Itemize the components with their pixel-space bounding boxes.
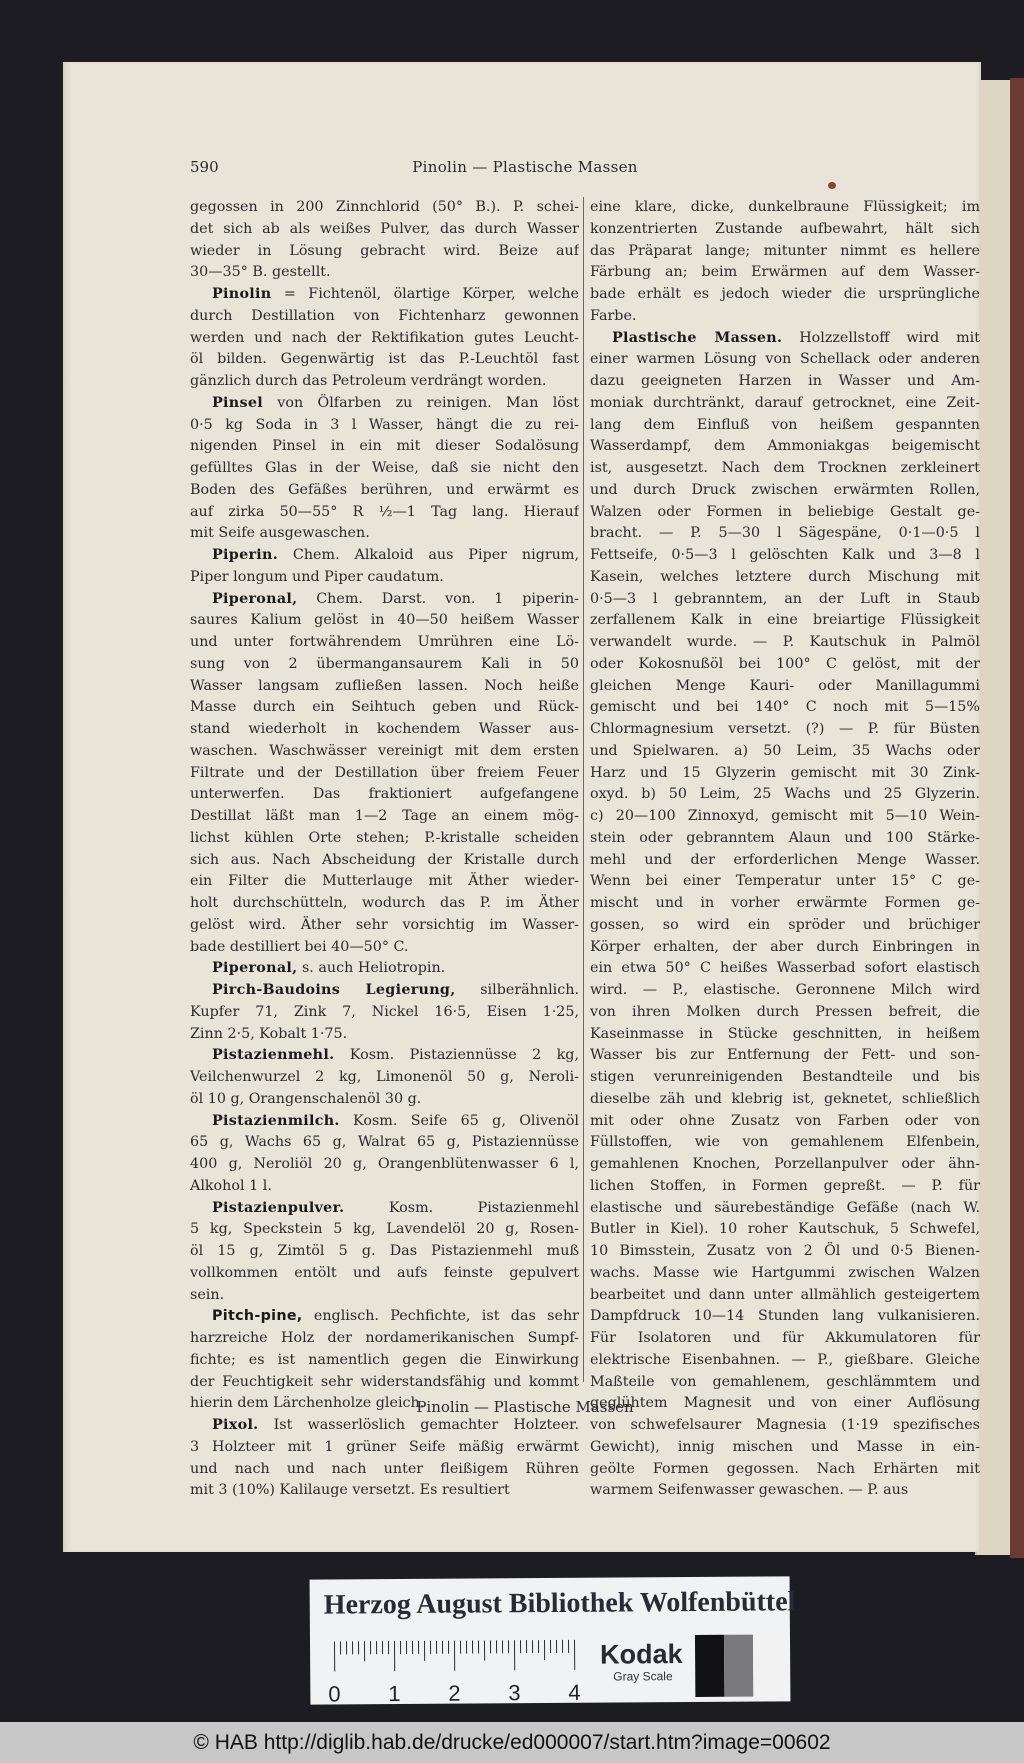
ruler-tick	[340, 1641, 341, 1654]
text-line: 5 kg, Speckstein 5 kg, Lavendelöl 20 g, Rosen-	[190, 1221, 579, 1238]
text-line: und durch Druck zwischen erwärmten Rollen,	[590, 481, 980, 498]
text-line: einer warmen Lösung von Schellack oder anderen	[590, 351, 980, 368]
text-line: und Spielwaren. a) 50 Leim, 35 Wachs oder	[590, 742, 980, 759]
ruler-tick	[502, 1640, 503, 1653]
entry-first-line	[190, 589, 579, 611]
text-line: det sich ab als weißes Pulver, das durch Wasser	[190, 220, 579, 237]
ruler-label: 3	[508, 1680, 521, 1706]
text-line: Wasser bis zur Entfernung der Fett- und son-	[590, 1047, 980, 1064]
continued-text	[190, 197, 579, 284]
entry-headword: Pistazienmehl.	[212, 1047, 335, 1064]
text-line: Fettseife, 0·5—3 l gelöschten Kalk und 3—8 l	[590, 547, 980, 563]
ruler-tick	[496, 1640, 497, 1653]
text-line: Piper longum und Piper caudatum.	[190, 568, 444, 585]
text-line: hierin dem Lärchenholze gleich.	[190, 1395, 425, 1412]
text-line: Harz und 15 Glyzerin gemischt mit 30 Zink-	[590, 764, 980, 781]
text-line: Dampfdruck 10—14 Stunden lang vulkanisieren.	[590, 1308, 980, 1325]
entry-headword: Plastische Massen.	[612, 329, 783, 346]
text-line: Körper erhalten, der aber durch Einbringen in	[590, 938, 980, 955]
text-line: gegossen in 200 Zinnchlorid (50° B.). P. schei-	[190, 199, 579, 215]
text-line: Wasserdampf, dem Ammoniakgas beigemischt	[590, 438, 980, 455]
entry-first-line	[190, 545, 579, 567]
dictionary-entry	[590, 328, 980, 1503]
text-line: Maßteile von gemahlenem, geschlämmtem und	[590, 1373, 980, 1390]
dictionary-entry	[190, 1045, 579, 1110]
dictionary-entry	[190, 1111, 579, 1198]
ruler-tick	[514, 1640, 515, 1670]
text-line: wieder in Lösung gebracht wird. Beize auf	[190, 242, 579, 259]
text-line: stein oder gebranntem Alaun und 100 Stärke-	[590, 829, 980, 846]
text-line: eine klare, dicke, dunkelbraune Flüssigkeit; im	[590, 199, 980, 215]
ruler-tick	[364, 1641, 365, 1661]
entry-first-line	[190, 1045, 579, 1067]
ruler-tick	[550, 1640, 551, 1653]
text-line: Alkohol 1 l.	[190, 1177, 272, 1194]
ruler-tick	[466, 1641, 467, 1654]
text-line: sung von 2 übermangansaurem Kali in 50	[190, 655, 579, 672]
ruler-tick	[544, 1640, 545, 1660]
entry-text: Ist wasserlöslich gemachter Holzteer.	[258, 1417, 579, 1433]
text-line: ist, ausgesetzt. Nach dem Trocknen zerkleinert	[590, 460, 980, 476]
text-line: geglühtem Magnesit und von einer Auflösung	[590, 1395, 980, 1412]
dictionary-entry	[190, 393, 579, 545]
text-line: Gewicht), innig mischen und Masse in ein-	[590, 1438, 980, 1455]
text-line: stigen verunreinigenden Bestandteile und bis	[590, 1069, 980, 1085]
text-line: Destillat läßt man 1—2 Tage an einem mög-	[190, 808, 579, 824]
entry-first-line	[190, 1306, 579, 1328]
text-line: und unter fortwährendem Umrühren eine Lö-	[190, 634, 579, 650]
text-line: Kaseinmasse in Stücke geschnitten, in heißem	[590, 1025, 980, 1042]
text-line: warmem Seifenwasser gewaschen. — P. aus	[590, 1482, 909, 1499]
text-line: auf zirka 50—55° R ½—1 Tag lang. Hierauf	[190, 503, 579, 520]
ruler-tick	[424, 1641, 425, 1661]
text-line: c) 20—100 Zinnoxyd, gemischt mit 5—10 Wein-	[590, 808, 980, 824]
text-line: 10 Bimsstein, Zusatz von 2 Öl und 0·5 Bienen-	[590, 1243, 980, 1259]
text-line: werden und nach der Rektifikation gutes Leucht-	[190, 329, 579, 346]
text-line: gemischt und bei 140° C noch mit 5—15%	[590, 699, 980, 716]
text-line: mit Seife ausgewaschen.	[190, 525, 370, 542]
text-line: elastische und säurebeständige Gefäße (nach W.	[590, 1199, 980, 1216]
text-line: Walzen oder Formen in beliebige Gestalt ge-	[590, 503, 980, 520]
text-line: das Präparat lange; mitunter nimmt es hellere	[590, 242, 980, 259]
text-line: lichen Stoffen, in Formen gepreßt. — P. für	[590, 1177, 980, 1194]
text-line: vollkommen entölt und aufs feinste gepulvert	[190, 1264, 579, 1281]
text-line: Farbe.	[590, 307, 637, 324]
text-line: gänzlich durch das Petroleum verdrängt worden.	[190, 373, 547, 389]
entry-headword: Pistazienmilch.	[212, 1112, 340, 1129]
text-line: 30—35° B. gestellt.	[190, 264, 331, 281]
left-column	[190, 197, 579, 1502]
ruler-tick	[370, 1641, 371, 1654]
text-line: Färbung an; beim Erwärmen auf dem Wasser-	[590, 264, 980, 281]
column-divider	[583, 197, 584, 1382]
text-line: gossen, so wird ein spröder und brüchiger	[590, 916, 980, 933]
entry-first-line	[590, 328, 980, 350]
entry-text: englisch. Pechfichte, ist das sehr	[302, 1308, 579, 1325]
entry-text: Kosm. Pistaziennüsse 2 kg,	[334, 1047, 579, 1064]
entry-text: = Fichtenöl, ölartige Körper, welche	[271, 286, 579, 302]
text-line: ein etwa 50° C heißes Wasserbad sofort elastisch	[590, 960, 980, 977]
dictionary-entry	[190, 589, 579, 959]
entry-text: Kosm. Pistazienmehl	[344, 1199, 579, 1216]
ruler-tick	[352, 1641, 353, 1654]
text-line: öl bilden. Gegenwärtig ist das P.-Leuchtöl fast	[190, 351, 579, 368]
text-line: mehl und der erforderlichen Menge Wasser.	[590, 851, 980, 868]
text-line: fichte; es ist namentlich gegen die Einwirkung	[190, 1351, 579, 1368]
ruler-tick	[538, 1640, 539, 1653]
paper-stain	[828, 182, 836, 189]
ruler-tick	[358, 1641, 359, 1654]
ruler-tick	[436, 1641, 437, 1654]
ruler-tick	[532, 1640, 533, 1653]
text-line: bade destilliert bei 40—50° C.	[190, 938, 409, 955]
text-line: waschen. Waschwässer vereinigt mit dem ersten	[190, 742, 579, 759]
text-line: sich aus. Nach Abscheidung der Kristalle durch	[190, 851, 579, 868]
text-line: gleichen Menge Kauri- oder Manillagummi	[590, 677, 980, 694]
footer-running-head: Pinolin — Plastische Massen	[416, 1398, 634, 1416]
text-line: mit oder ohne Zusatz von Farben oder von	[590, 1112, 980, 1129]
text-line: wachs. Masse wie Hartgummi zwischen Walzen	[590, 1264, 980, 1281]
text-line: Veilchenwurzel 2 kg, Limonenöl 50 g, Neroli-	[190, 1069, 579, 1085]
ruler-tick	[376, 1641, 377, 1654]
text-line: Chlormagnesium versetzt. (?) — P. für Büsten	[590, 721, 980, 737]
text-line: gefülltes Glas in der Weise, daß sie nicht den	[190, 460, 579, 476]
entry-first-line	[190, 980, 579, 1002]
text-line: mit 3 (10%) Kalilauge versetzt. Es resultiert	[190, 1482, 510, 1499]
ruler-tick	[490, 1640, 491, 1653]
text-line: Zinn 2·5, Kobalt 1·75.	[190, 1025, 348, 1042]
ruler-tick	[442, 1641, 443, 1654]
entry-headword: Pinsel	[212, 394, 263, 411]
text-line: oder Kokosnußöl bei 100° C gelöst, mit der	[590, 655, 980, 672]
ruler-tick	[346, 1641, 347, 1654]
ruler-tick	[568, 1640, 569, 1653]
text-line: 400 g, Neroliöl 20 g, Orangenblütenwasser 6 l,	[190, 1156, 579, 1172]
text-line: 0·5—3 l gebranntem, an der Luft in Staub	[590, 590, 980, 607]
text-line: oxyd. b) 50 Leim, 25 Wachs und 25 Glyzerin.	[590, 786, 980, 803]
ruler-tick	[556, 1640, 557, 1653]
ruler-tick	[400, 1641, 401, 1654]
text-line: der Feuchtigkeit sehr widerstandsfähig und kommt	[190, 1373, 579, 1390]
text-line: bade erhält es jedoch wieder die ursprüngliche	[590, 286, 980, 302]
text-line: Wenn bei einer Temperatur unter 15° C ge-	[590, 873, 980, 890]
text-line: nigenden Pinsel in ein mit dieser Sodalösung	[190, 438, 579, 455]
library-name: Herzog August Bibliothek Wolfenbüttel	[323, 1586, 796, 1621]
text-line: bearbeitet und dann unter allmählich gesteigertem	[590, 1286, 980, 1303]
entry-first-line	[190, 1111, 579, 1133]
entry-text: von Ölfarben zu reinigen. Man löst	[262, 394, 579, 411]
text-line: von ihren Molken durch Pressen befreit, die	[590, 1003, 980, 1020]
page-header	[190, 158, 860, 182]
entry-text: Chem. Alkaloid aus Piper nigrum,	[278, 547, 579, 563]
color-target-card	[310, 1576, 796, 1707]
text-line: gelöst wird. Äther sehr vorsichtig im Wasser-	[190, 916, 579, 933]
page-gutter-shadow	[63, 62, 71, 1552]
entry-first-line	[190, 284, 579, 306]
text-line: ein Filter die Mutterlauge mit Äther wieder-	[190, 873, 579, 890]
dictionary-entry	[190, 284, 579, 393]
ruler-tick	[412, 1641, 413, 1654]
text-line: Butler in Kiel). 10 roher Kautschuk, 5 Schwefel,	[590, 1221, 980, 1238]
entry-text: Holzzellstoff wird mit	[782, 329, 980, 346]
text-line: 0·5 kg Soda in 3 l Wasser, hängt die zu rei-	[190, 416, 579, 433]
text-line: moniak durchtränkt, darauf getrocknet, eine Zeit-	[590, 394, 980, 411]
dictionary-entry	[190, 1198, 579, 1307]
entry-first-line	[190, 1198, 579, 1220]
entry-text: Chem. Darst. von. 1 piperin-	[297, 590, 579, 607]
dictionary-entry	[190, 958, 579, 980]
ruler-tick	[388, 1641, 389, 1654]
page-number: 590	[190, 158, 219, 176]
text-line: lang dem Einfluß von heißem gespannten	[590, 416, 980, 433]
gray-swatch	[695, 1635, 724, 1697]
ruler-tick	[562, 1640, 563, 1653]
ruler-label: 0	[328, 1681, 341, 1707]
text-line: saures Kalium gelöst in 40—50 heißem Wasser	[190, 612, 579, 629]
continued-text	[590, 197, 980, 328]
text-line: zerfallenem Kalk in eine breiartige Flüssigkeit	[590, 612, 980, 629]
entry-headword: Piperonal,	[212, 590, 298, 607]
ruler-tick	[334, 1642, 335, 1672]
right-column	[590, 197, 980, 1502]
entry-first-line	[190, 958, 579, 980]
text-line: Wasser langsam zufließen lassen. Noch heiße	[190, 677, 579, 694]
gray-swatch	[753, 1634, 782, 1696]
entry-headword: Pixol.	[212, 1417, 259, 1433]
text-line: dazu geeigneten Harzen in Wasser und Am-	[590, 373, 980, 389]
ruler-tick	[472, 1641, 473, 1654]
ruler-tick	[460, 1641, 461, 1654]
entry-headword: Piperin.	[212, 547, 279, 563]
ruler-tick	[508, 1640, 509, 1653]
text-line: Masse durch ein Seihtuch geben und Rück-	[190, 699, 579, 716]
text-line: bracht. — P. 5—30 l Sägespäne, 0·1—0·5 l	[590, 525, 980, 542]
text-line: Kupfer 71, Zink 7, Nickel 16·5, Eisen 1·25,	[190, 1003, 579, 1020]
dictionary-entry	[190, 545, 579, 589]
dictionary-entry	[190, 1415, 579, 1502]
gray-scale-label: Gray Scale	[613, 1669, 673, 1684]
scale-ruler	[328, 1640, 581, 1707]
text-line: unterwerfen. Das fraktioniert aufgefangene	[190, 786, 579, 803]
text-line: holt durchschütteln, wodurch das P. im Äther	[190, 895, 579, 911]
text-line: konzentrierten Zustande aufbewahrt, hält sich	[590, 220, 980, 237]
text-line: Kasein, welches letztere durch Mischung mit	[590, 568, 980, 585]
ruler-tick	[574, 1640, 575, 1670]
ruler-label: 2	[448, 1680, 461, 1706]
entry-headword: Pinolin	[212, 286, 272, 302]
entry-text: Kosm. Seife 65 g, Olivenöl	[339, 1112, 579, 1129]
text-line: durch Destillation von Fichtenharz gewonnen	[190, 307, 579, 324]
entry-headword: Pitch-pine,	[212, 1308, 303, 1325]
text-line: elektrische Eisenbahnen. — P., gießbare. Gleiche	[590, 1351, 980, 1368]
text-line: und nach und nach unter fleißigem Rühren	[190, 1460, 579, 1477]
ruler-tick	[478, 1640, 479, 1653]
ruler-label: 4	[568, 1679, 581, 1705]
ruler-label: 1	[388, 1681, 401, 1707]
text-line: von schwefelsaurer Magnesia (1·19 spezifisches	[590, 1417, 980, 1433]
text-line: sein.	[190, 1286, 225, 1303]
book-cover-edge	[1010, 78, 1024, 1558]
text-line: dieselbe zäh und klebrig ist, geknetet, schließlich	[590, 1090, 980, 1107]
copyright-bar: © HAB http://diglib.hab.de/drucke/ed000007/start.htm?image=00602	[0, 1722, 1024, 1763]
ruler-tick	[448, 1641, 449, 1654]
text-line: verwandelt wurde. — P. Kautschuk in Palmöl	[590, 634, 980, 650]
text-line: öl 15 g, Zimtöl 5 g. Das Pistazienmehl muß	[190, 1243, 579, 1259]
entry-text: silberähnlich.	[455, 982, 579, 998]
text-line: geölte Formen gegossen. Nach Erhärten mit	[590, 1460, 980, 1477]
gray-swatch	[724, 1635, 753, 1697]
text-line: wird. — P., elastische. Geronnene Milch wird	[590, 982, 980, 998]
ruler-tick	[394, 1641, 395, 1671]
dictionary-entry	[190, 980, 579, 1045]
running-head: Pinolin — Plastische Massen	[412, 158, 638, 176]
ruler-tick	[454, 1641, 455, 1671]
kodak-logo: Kodak	[599, 1639, 683, 1670]
entry-headword: Pirch-Baudoins Legierung,	[212, 982, 456, 998]
entry-first-line	[190, 1415, 579, 1437]
text-line: lichst kühlen Orte stehen; P.-kristalle scheiden	[190, 829, 579, 846]
ruler-tick	[430, 1641, 431, 1654]
text-line: gemahlenen Knochen, Porzellanpulver oder ähn-	[590, 1156, 980, 1172]
text-line: öl 10 g, Orangenschalenöl 30 g.	[190, 1090, 422, 1107]
text-line: 3 Holzteer mit 1 grüner Seife mäßig erwärmt	[190, 1438, 579, 1455]
text-line: Füllstoffen, wie von gemahlenem Elfenbein,	[590, 1134, 980, 1151]
entry-headword: Pistazienpulver.	[212, 1199, 345, 1216]
text-line: Boden des Gefäßes berühren, und erwärmt es	[190, 481, 579, 498]
ruler-tick	[526, 1640, 527, 1653]
ruler-tick	[382, 1641, 383, 1654]
entry-first-line	[190, 393, 579, 415]
ruler-tick	[406, 1641, 407, 1654]
text-line: stand wiederholt in kochendem Wasser aus-	[190, 721, 579, 737]
entry-headword: Piperonal,	[212, 960, 298, 977]
text-line: mischt und in vorher erwärmte Formen ge-	[590, 895, 980, 911]
entry-text: s. auch Heliotropin.	[297, 960, 446, 977]
ruler-tick	[520, 1640, 521, 1653]
text-line: Filtrate und der Destillation über freiem Feuer	[190, 764, 579, 781]
text-line: 65 g, Wachs 65 g, Walrat 65 g, Pistaziennüsse	[190, 1134, 579, 1151]
text-line: Für Isolatoren und für Akkumulatoren für	[590, 1330, 980, 1346]
ruler-tick	[484, 1640, 485, 1660]
text-line: harzreiche Holz der nordamerikanischen Sumpf-	[190, 1330, 579, 1346]
ruler-tick	[418, 1641, 419, 1654]
